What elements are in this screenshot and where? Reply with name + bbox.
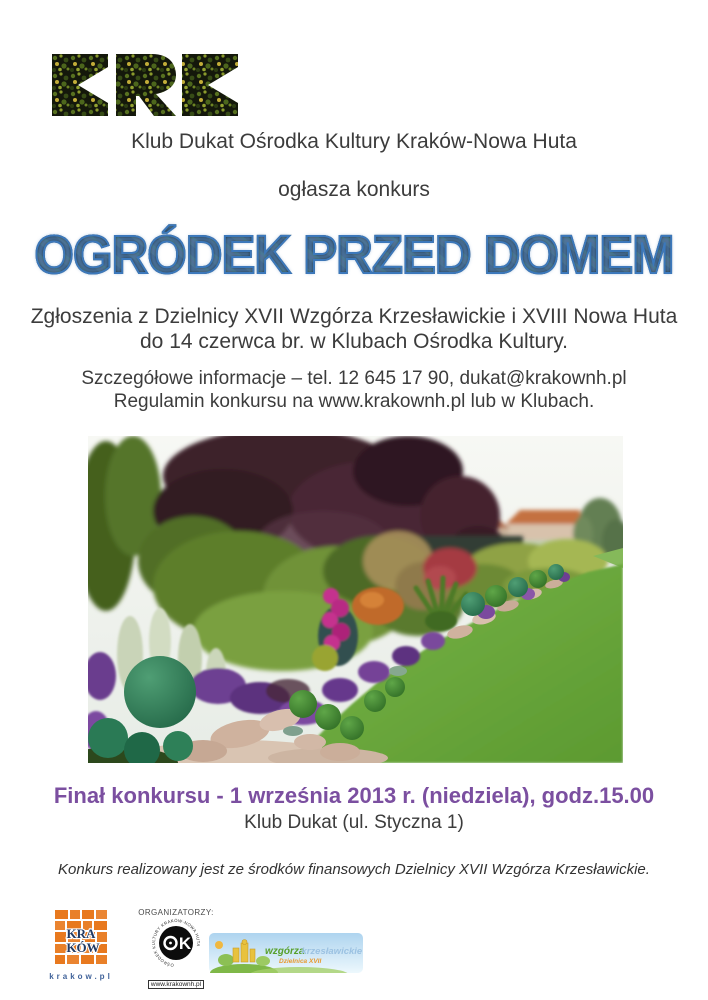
submission-line1: Zgłoszenia z Dzielnicy XVII Wzgórza Krzesławickie i XVIII Nowa Huta: [30, 305, 678, 328]
krk-logo: [52, 53, 238, 117]
ok-circle-icon: [138, 918, 214, 968]
district-word1: wzgórza: [265, 946, 305, 957]
krk-letter-k2: [182, 54, 238, 116]
organizer-line: Klub Dukat Ośrodka Kultury Kraków-Nowa Huta: [131, 130, 577, 153]
organizers-label: ORGANIZATORZY:: [138, 908, 214, 917]
poster-title: [0, 224, 708, 286]
ok-center-k: K: [178, 934, 192, 953]
district-banner-icon: [209, 933, 363, 973]
krk-letter-k1: [52, 54, 108, 116]
garden-photo: [88, 436, 623, 763]
submission-info: [0, 304, 708, 354]
contact-details: [0, 367, 708, 413]
poster-title-text: OGRÓDEK PRZED DOMEM: [34, 225, 674, 285]
krakow-mosaic-icon: [53, 908, 109, 966]
district-name: [265, 946, 363, 957]
krakow-logo-line1: KRA: [66, 926, 96, 941]
garden-photo-graphic: [88, 436, 623, 763]
krakow-logo-line2: KÓW: [66, 940, 100, 955]
krk-letter-r: [116, 54, 176, 116]
announce-line: ogłasza konkurs: [278, 178, 430, 201]
submission-line2: do 14 czerwca br. w Klubach Ośrodka Kultury.: [140, 330, 568, 353]
district-word2: krzesławickie: [301, 946, 363, 957]
ok-url: www.krakownh.pl: [148, 980, 204, 989]
final-venue: Klub Dukat (ul. Styczna 1): [244, 812, 464, 833]
krakow-logo: [45, 908, 117, 992]
district-sub: Dzielnica XVII: [279, 958, 322, 965]
final-headline: Finał konkursu - 1 września 2013 r. (niedziela), godz.15.00: [53, 783, 655, 808]
details-line1: Szczegółowe informacje – tel. 12 645 17 90, dukat@krakownh.pl: [81, 368, 627, 389]
funding-note: Konkurs realizowany jest ze środków finansowych Dzielnicy XVII Wzgórza Krzesławickie.: [58, 861, 650, 878]
details-line2: Regulamin konkursu na www.krakownh.pl lub w Klubach.: [113, 391, 595, 412]
krakow-url: krakow.pl: [49, 972, 113, 981]
ok-ring-text: OŚRODEK KULTURY KRAKÓW-NOWA HUTA: [150, 918, 202, 968]
district-logo: [209, 933, 363, 973]
krk-logo-graphic: [52, 53, 238, 117]
